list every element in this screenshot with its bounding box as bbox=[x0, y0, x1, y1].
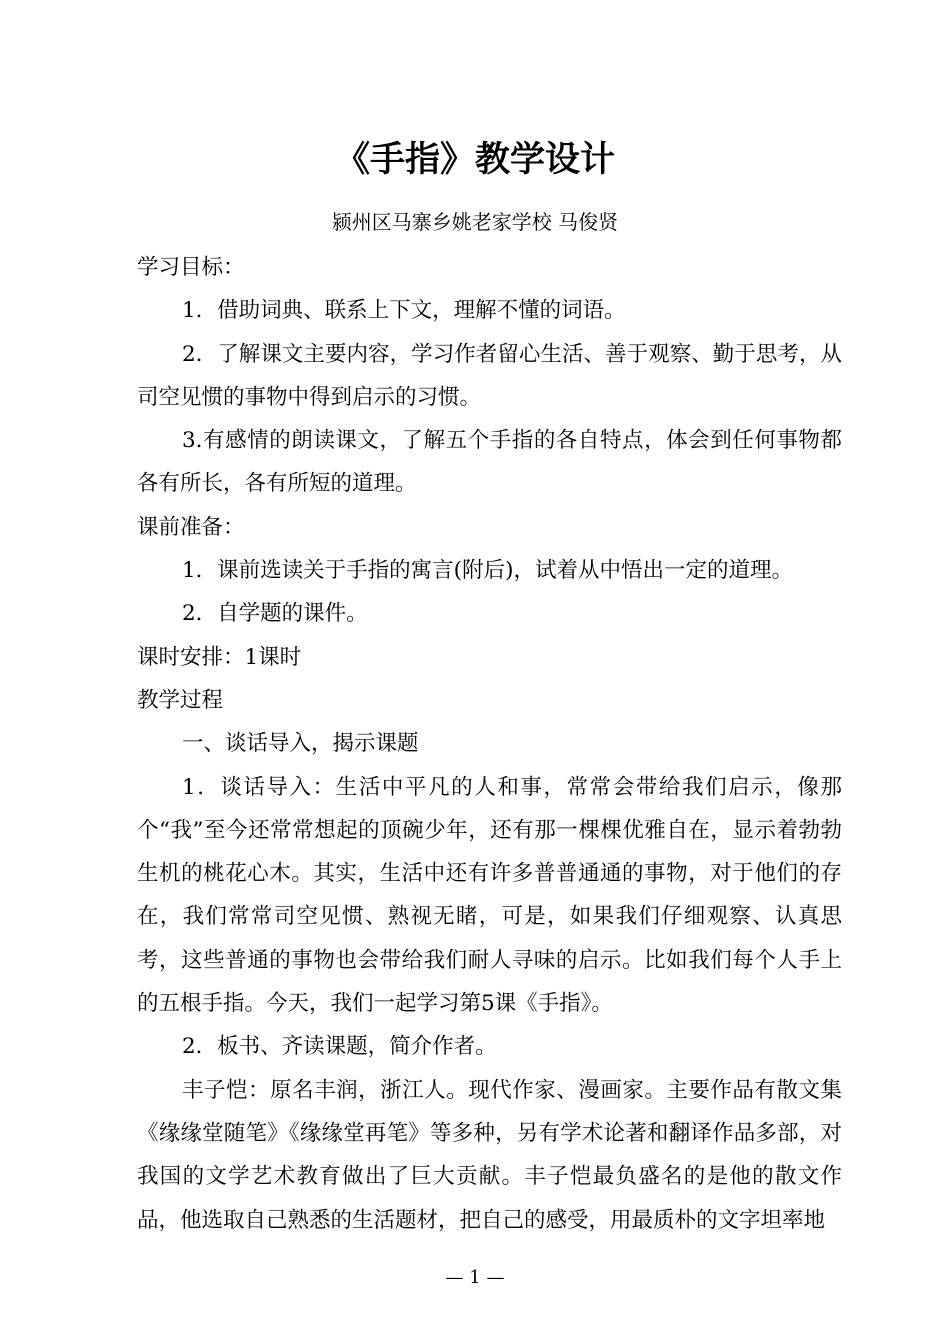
document-title: 《手指》教学设计 bbox=[334, 139, 615, 180]
body-paragraph: 1．谈话导入：生活中平凡的人和事，常常会带给我们启示，像那个“我”至今还常常想起的顶碗少年，还有那一棵棵优雅自在，显示着勃勃生机的桃花心木。其实，生活中还有许多普普通通的事物，对于他们的存在，我们常常司空见惯、熟视无睹，可是，如果我们仔细观察、认真思考，这些普通的事物也会带给我们耐人寻味的启示。比如我们每个人手上的五根手指。今天，我们一起学习第5课《手指》。 bbox=[137, 774, 842, 1017]
section-heading: 课时安排：1课时 bbox=[137, 644, 302, 670]
document-body bbox=[137, 246, 842, 1242]
author-line: 颍州区马寨乡姚老家学校 马俊贤 bbox=[331, 210, 619, 234]
section-heading: 教学过程 bbox=[137, 687, 224, 713]
body-paragraph: 1．借助词典、联系上下文，理解不懂的词语。 bbox=[182, 298, 626, 324]
body-paragraph: 3.有感情的朗读课文，了解五个手指的各自特点，体会到任何事物都各有所长，各有所短的道理。 bbox=[137, 428, 842, 497]
body-paragraph: 2．自学题的课件。 bbox=[182, 601, 368, 627]
page-number: — 1 — bbox=[445, 1267, 505, 1288]
body-paragraph: 1．课前选读关于手指的寓言(附后)，试着从中悟出一定的道理。 bbox=[182, 558, 793, 584]
body-paragraph: 2．了解课文主要内容，学习作者留心生活、善于观察、勤于思考，从司空见惯的事物中得到启示的习惯。 bbox=[137, 341, 842, 410]
section-heading: 学习目标： bbox=[137, 255, 245, 280]
body-paragraph: 一、谈话导入，揭示课题 bbox=[182, 731, 419, 757]
body-paragraph: 丰子恺：原名丰润，浙江人。现代作家、漫画家。主要作品有散文集《缘缘堂随笔》《缘缘堂再笔》等多种，另有学术论著和翻译作品多部，对我国的文学艺术教育做出了巨大贡献。丰子恺最负盛名的是他的散文作品，他选取自己熟悉的生活题材，把自己的感受，用最质朴的文字坦率地 bbox=[137, 1077, 842, 1233]
section-heading: 课前准备： bbox=[137, 514, 245, 540]
body-paragraph: 2．板书、齐读课题，简介作者。 bbox=[182, 1034, 497, 1060]
